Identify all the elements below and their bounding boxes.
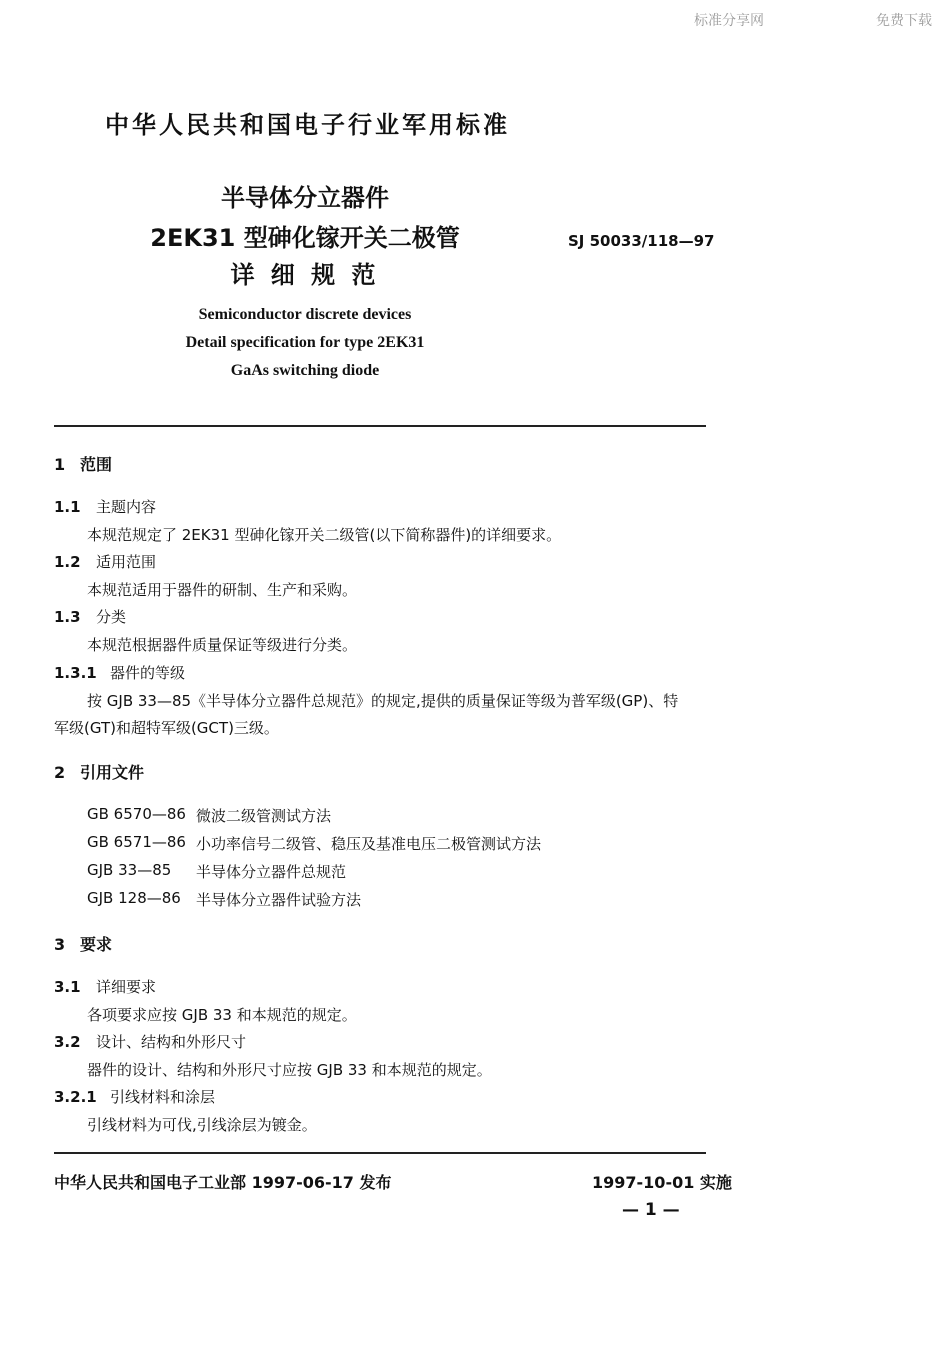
section-3-2-heading [54, 1031, 246, 1052]
title-en-line1: Semiconductor discrete devices [198, 306, 412, 323]
section-1-2-heading [54, 551, 156, 572]
section-number: 1.2 [54, 553, 81, 571]
section-number: 3.1 [54, 978, 81, 996]
section-3-1-text: 各项要求应按 GJB 33 和本规范的规定。 [87, 1006, 357, 1024]
doc-number: SJ 50033/118—97 [568, 232, 715, 250]
section-1-2-text: 本规范适用于器件的研制、生产和采购。 [87, 581, 358, 599]
section-title: 适用范围 [96, 553, 157, 571]
section-number: 3.2 [54, 1033, 81, 1051]
reference-title: 半导体分立器件总规范 [196, 863, 347, 881]
effective-date: 1997-10-01 实施 [592, 1173, 732, 1192]
section-title: 主题内容 [96, 498, 157, 516]
reference-title: 小功率信号二级管、稳压及基准电压二极管测试方法 [196, 835, 542, 853]
watermark-right: 免费下载 [876, 13, 932, 29]
section-title: 引用文件 [80, 763, 145, 782]
watermark-left: 标准分享网 [694, 13, 764, 29]
section-3-1-heading [54, 976, 156, 997]
reference-code: GJB 128—86 [87, 889, 181, 907]
section-number: 1 [54, 455, 66, 474]
section-title: 设计、结构和外形尺寸 [96, 1033, 247, 1051]
section-3-heading [54, 932, 112, 955]
section-title: 要求 [80, 935, 113, 954]
section-3-2-1-heading [54, 1086, 215, 1107]
section-1-3-1-heading [54, 662, 185, 683]
section-number: 1.3 [54, 608, 81, 626]
issued-date: 中华人民共和国电子工业部 1997-06-17 发布 [54, 1173, 392, 1192]
section-2-heading [54, 760, 144, 783]
section-1-1-heading [54, 496, 156, 517]
reference-title: 微波二级管测试方法 [196, 807, 332, 825]
section-number: 3.2.1 [54, 1088, 97, 1106]
page-number: — 1 — [622, 1200, 680, 1220]
section-number: 2 [54, 763, 66, 782]
reference-title: 半导体分立器件试验方法 [196, 891, 362, 909]
top-rule [54, 425, 706, 427]
reference-code: GB 6571—86 [87, 833, 186, 851]
organization-title: 中华人民共和国电子行业军用标准 [105, 111, 510, 139]
section-title: 详细要求 [96, 978, 157, 996]
section-1-1-text: 本规范规定了 2EK31 型砷化镓开关二级管(以下简称器件)的详细要求。 [87, 526, 562, 544]
section-1-3-heading [54, 606, 126, 627]
section-title: 分类 [96, 608, 127, 626]
section-number: 3 [54, 935, 66, 954]
section-1-3-1-text-line1: 按 GJB 33—85《半导体分立器件总规范》的规定,提供的质量保证等级为普军级(GP)、特 [87, 692, 679, 710]
title-zh-line3: 详 细 规 范 [230, 261, 380, 289]
section-title: 范围 [80, 455, 113, 474]
reference-code: GB 6570—86 [87, 805, 186, 823]
bottom-rule [54, 1152, 706, 1154]
title-zh-line1: 半导体分立器件 [221, 184, 389, 212]
section-1-3-text: 本规范根据器件质量保证等级进行分类。 [87, 636, 358, 654]
reference-code: GJB 33—85 [87, 861, 172, 879]
section-title: 引线材料和涂层 [110, 1088, 216, 1106]
section-number: 1.1 [54, 498, 81, 516]
section-1-3-1-text-line2: 军级(GT)和超特军级(GCT)三级。 [54, 719, 279, 737]
title-zh-line2: 2EK31 型砷化镓开关二极管 [150, 224, 460, 252]
title-en-line2: Detail specification for type 2EK31 [185, 334, 425, 351]
title-en-line3: GaAs switching diode [230, 362, 380, 379]
section-title: 器件的等级 [110, 664, 186, 682]
section-1-heading [54, 452, 112, 475]
section-3-2-text: 器件的设计、结构和外形尺寸应按 GJB 33 和本规范的规定。 [87, 1061, 492, 1079]
section-number: 1.3.1 [54, 664, 97, 682]
section-3-2-1-text: 引线材料为可伐,引线涂层为镀金。 [87, 1116, 317, 1134]
